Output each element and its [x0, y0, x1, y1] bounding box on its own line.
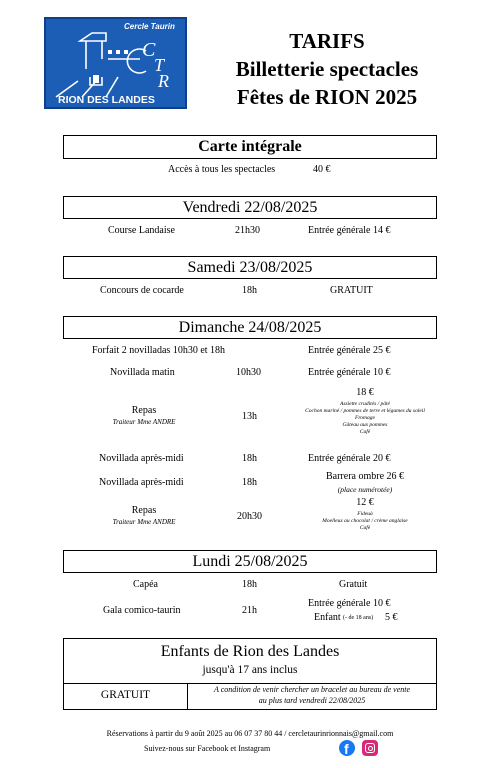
enfants-box: [63, 638, 437, 710]
repas2-price: 12 €: [356, 497, 374, 508]
enfants-title: Enfants de Rion des Landes: [160, 643, 340, 660]
logo-top-text: Cercle Taurin: [124, 22, 175, 31]
repas1-time: 13h: [242, 411, 257, 422]
repas1-event: Repas: [131, 405, 157, 416]
gala-price-enfant-note: (- de 18 ans): [343, 615, 374, 621]
logo-initial-r: R: [158, 71, 169, 91]
forfait-event: Forfait 2 novilladas 10h30 et 18h: [92, 345, 226, 356]
enfants-condition-2: au plus tard vendredi 22/08/2025: [258, 696, 366, 705]
repas2-traiteur: Traiteur Mme ANDRE: [112, 518, 176, 526]
enfants-divider: [64, 683, 436, 684]
apm1-event: Novillada après-midi: [99, 453, 184, 464]
carte-title: Carte intégrale: [63, 135, 437, 159]
repas2-time: 20h30: [237, 511, 262, 522]
carte-label: Accès à tous les spectacles: [168, 164, 276, 175]
samedi-event: Concours de cocarde: [100, 285, 184, 296]
repas2-menu-2: Moelleux au chocolat / crème anglaise: [322, 518, 408, 524]
capea-time: 18h: [242, 579, 257, 590]
dimanche-title: Dimanche 24/08/2025: [63, 316, 437, 339]
instagram-icon[interactable]: [362, 740, 378, 756]
apm2-price: Barrera ombre 26 €: [325, 471, 405, 482]
gala-price-general: Entrée générale 10 €: [308, 598, 391, 609]
matin-price: Entrée générale 10 €: [308, 367, 391, 378]
enfants-price: GRATUIT: [100, 689, 151, 701]
vendredi-event: Course Landaise: [108, 225, 175, 236]
repas2-menu-3: Café: [359, 525, 371, 531]
samedi-time: 18h: [242, 285, 257, 296]
capea-event: Capéa: [133, 579, 158, 590]
footer-follow: Suivez-nous sur Facebook et Instagram: [144, 744, 271, 753]
header-tarifs: TARIFS: [289, 29, 365, 53]
logo-initial-t: T: [154, 55, 165, 75]
vendredi-time: 21h30: [235, 225, 260, 236]
header-fetes: Fêtes de RION 2025: [236, 85, 418, 109]
apm1-price: Entrée générale 20 €: [308, 453, 391, 464]
carte-price: 40 €: [313, 164, 331, 175]
enfants-subtitle: jusqu'à 17 ans inclus: [202, 664, 298, 676]
gala-price-enfant-value: 5 €: [385, 612, 398, 623]
capea-price: Gratuit: [339, 579, 368, 590]
gala-price-enfant-label: Enfant: [314, 612, 341, 623]
logo-initial-c: C: [142, 39, 156, 61]
footer-reservations: Réservations à partir du 9 août 2025 au 06 07 37 80 44 / cercletaurinrionnais@gmail.com: [106, 729, 394, 738]
apm2-time: 18h: [242, 477, 257, 488]
repas2-event: Repas: [131, 505, 157, 516]
apm1-time: 18h: [242, 453, 257, 464]
repas1-menu-4: Gâteau aux pommes: [342, 422, 388, 428]
repas2-menu-1: Fideuà: [357, 511, 373, 517]
apm2-event: Novillada après-midi: [99, 477, 184, 488]
repas1-menu-5: Café: [359, 429, 371, 435]
repas1-price: 18 €: [356, 387, 374, 398]
gala-time: 21h: [242, 605, 257, 616]
repas1-traiteur: Traiteur Mme ANDRE: [112, 418, 176, 426]
facebook-icon[interactable]: f: [339, 740, 355, 756]
matin-time: 10h30: [236, 367, 261, 378]
gala-event: Gala comico-taurin: [103, 605, 181, 616]
vendredi-title: Vendredi 22/08/2025: [63, 196, 437, 219]
logo-bottom-text: RION DES LANDES: [58, 94, 155, 106]
forfait-price: Entrée générale 25 €: [308, 345, 391, 356]
samedi-title: Samedi 23/08/2025: [63, 256, 437, 279]
matin-event: Novillada matin: [110, 367, 175, 378]
enfants-condition-1: A condition de venir chercher un bracelet au bureau de vente: [213, 685, 411, 694]
apm2-note: (place numérotée): [337, 485, 393, 494]
logo: [44, 17, 187, 109]
repas1-menu-2: Cochon mariné / pommes de terre et légumes du soleil: [305, 408, 425, 414]
header-billetterie: Billetterie spectacles: [235, 57, 419, 81]
lundi-title: Lundi 25/08/2025: [63, 550, 437, 573]
vendredi-price: Entrée générale 14 €: [308, 225, 391, 236]
repas1-menu-1: Assiette crudités / pâté: [340, 401, 390, 407]
repas1-menu-3: Fromage: [355, 415, 375, 421]
samedi-price: GRATUIT: [330, 285, 373, 296]
